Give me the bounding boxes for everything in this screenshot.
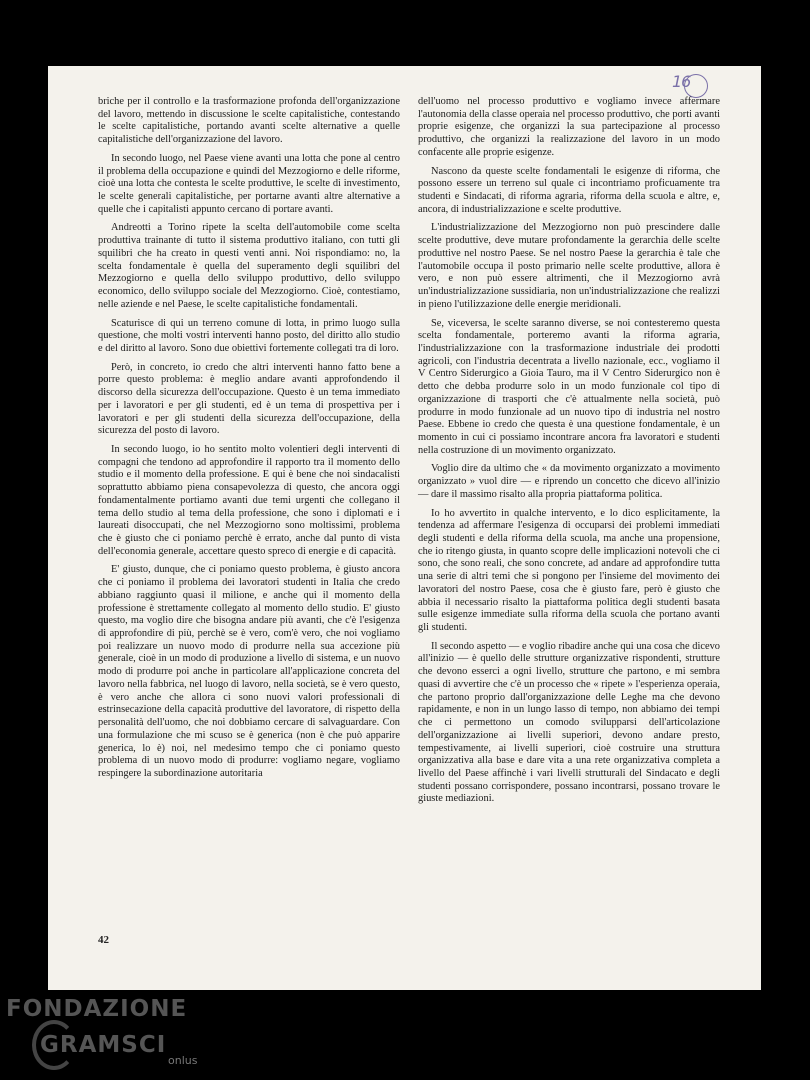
- annotation-text: 16: [672, 72, 691, 91]
- paragraph: Andreotti a Torino ripete la scelta dell'automobile come scelta produttiva trainante di tutto il sistema produttivo italiano, con tutti gli squilibri che ha creato in questi venti anni. Noi rispondiamo: no, la scelta fondamentale è quella del superamento degli squilibri del Mezzogiorno e quella dello sviluppo produttivo, dello sviluppo economico, dello sviluppo sociale del Mezzogiorno. Cioè, contestiamo, nelle aziende e nel Paese, le scelte capitalistiche fondamentali.: [98, 222, 400, 310]
- paragraph: In secondo luogo, io ho sentito molto volentieri degli interventi di compagni che tendono ad approfondire il rapporto tra il momento dello studio e il momento della professione. E qui è bene che noi sindacalisti soprattutto abbiamo piena consapevolezza di questo, che ancora oggi fondamentalmente portiamo avanti due temi urgenti che collegano il tema dello studio al tema della professione, che sono i diplomati e i laureati disoccupati, che nel Mezzogiorno sono moltissimi, problema che è giusto che ci poniamo perchè è errato, anche dal punto di vista dell'economia generale, accettare questo spreco di energie e di capacità.: [98, 443, 400, 557]
- logo-line2: GRAMSCI: [40, 1032, 167, 1058]
- paragraph: Voglio dire da ultimo che « da movimento organizzato a movimento organizzato » vuol dire — e riprendo un concetto che dicevo all'inizio — dare il massimo risalto alla propria piattaforma politica.: [418, 463, 720, 500]
- paragraph: Io ho avvertito in qualche intervento, e lo dico esplicitamente, la tendenza ad affermare l'esigenza di occuparsi dei problemi immediati degli studenti e della riforma della scuola, ma anche una propensione, che io ritengo giusta, in quanto scopre delle implicazioni notevoli che ci sono, che sono reali, che sono concrete, ad andare ad approfondire tutta una serie di altri temi che si pongono per l'insieme del movimento dei lavoratori del nostro Paese, cosa che è giusto fare, però è giusto che abbia il necessario risalto la piattaforma politica degli studenti basata sulle esigenze immediate sulla riforma della scuola che portano avanti gli studenti.: [418, 507, 720, 634]
- paragraph: E' giusto, dunque, che ci poniamo questo problema, è giusto ancora che ci poniamo il problema dei lavoratori studenti in Italia che credo abbiano raggiunto quasi il milione, e anche qui il momento della professione è strettamente collegato al momento dello studio. E' giusto questo, ma voglio dire che bisogna andare più avanti, che c'è l'esigenza di approfondire di più, perchè se è vero, com'è vero, che noi vogliamo poi realizzare un nuovo modo di produrre nella sua accezione più generale, cioè in un modo di produzione a livello di sistema, e un nuovo modo di produrre poi anche in particolare all'applicazione concreta del lavoro nella fabbrica, nel luogo di lavoro, nella società, se è vero questo, è vero anche che allora ci sono nuovi valori professionali di estrinsecazione della capacità produttive del lavoratore, di rispetto della personalità dell'uomo, che noi dobbiamo cercare di salvaguardare. Con una formulazione che mi scuso se è generica (non è che può apparire generica, lo è) noi, nel medesimo tempo che ci poniamo questo problema di un nuovo modo di produrre: vogliamo negare, vogliamo respingere la subordinazione autoritaria: [98, 564, 400, 779]
- left-column: [98, 96, 400, 787]
- document-page: [48, 66, 761, 990]
- handwritten-page-annotation: [672, 70, 710, 96]
- paragraph: L'industrializzazione del Mezzogiorno non può prescindere dalle scelte produttive, deve mutare profondamente la gerarchia delle scelte produttive nel nostro Paese. Se nel nostro Paese la gerarchia è tale che l'automobile occupa il posto primario nelle scelte produttive, allora è vero, e non può essere altrimenti, che il Mezzogiorno avrà un'industrializzazione sussidiaria, non un'industrializzazione che realizzi in pieno l'utilizzazione delle energie meridionali.: [418, 222, 720, 310]
- paragraph: Se, viceversa, le scelte saranno diverse, se noi contesteremo questa scelta fondamentale, porteremo avanti la riforma agraria, l'industrializzazione con la trasformazione industriale dei prodotti agricoli, con l'industria decentrata a livello nazionale, ecc., vogliamo il V Centro Siderurgico a Gioia Tauro, ma il V Centro Siderurgico non è detto che debba produrre solo in un modo funzionale col tipo di organizzazione di trasporti che c'è attualmente nella società, può produrre in modo funzionale ad un nuovo tipo di industria nel nostro Paese. Ebbene io credo che questa è una questione fondamentale, è un momento in cui ci possiamo incontrare ancora fra lavoratori e studenti nella costruzione di un movimento organizzato.: [418, 317, 720, 456]
- paragraph: briche per il controllo e la trasformazione profonda dell'organizzazione del lavoro, mettendo in discussione le scelte capitalistiche, contestando le scelte capitalistiche, portando avanti scelte alternative a quelle capitalistiche dell'organizzazione del lavoro.: [98, 96, 400, 146]
- logo-line1: FONDAZIONE: [6, 996, 188, 1022]
- right-column: [418, 96, 720, 812]
- paragraph: In secondo luogo, nel Paese viene avanti una lotta che pone al centro il problema della occupazione e quindi del Mezzogiorno e delle riforme, cioè una lotta che contesta le scelte produttive, le scelte di investimento, le scelte generali capitalistiche, per portarne avanti altre alternative a quelle che i capitalisti appunto cercano di portare avanti.: [98, 152, 400, 215]
- page-number: 42: [98, 934, 109, 946]
- paragraph: Il secondo aspetto — e voglio ribadire anche qui una cosa che dicevo all'inizio — è quello delle strutture organizzative rispondenti, strutture che devono esserci a ogni livello, strutture che partono, e mi sembra quasi di avvertire che c'è un processo che « ripete » l'esperienza operaia, che partono proprio dall'organizzazione delle Leghe ma che devono rapidamente, e non in un lungo lasso di tempo, non abbiamo dei tempi che ci permettono un comodo svilupparsi dell'articolazione dell'organizzazione ai livelli superiori, devono andare presto, tempestivamente, ai livelli superiori, cioè costruire una struttura organizzativa alla base e dare vita a una rete organizzativa completa a livello del Paese affinchè i vari livelli strutturali del Sindacato e degli studenti possano corrispondere, possano incontrarsi, possano trovare le giuste mediazioni.: [418, 640, 720, 805]
- paragraph: Scaturisce di qui un terreno comune di lotta, in primo luogo sulla questione, che molti vostri interventi hanno posto, del diritto allo studio e del diritto al lavoro. Sono due obiettivi fortemente collegati tra di loro.: [98, 317, 400, 354]
- paragraph: dell'uomo nel processo produttivo e vogliamo invece affermare l'autonomia della classe operaia nel processo produttivo, che porti avanti proprie esigenze, che organizzi la sua partecipazione al processo produttivo, che organizzi la realizzazione del lavoro in un modo confacente alle proprie esigenze.: [418, 96, 720, 158]
- paragraph: Però, in concreto, io credo che altri interventi hanno fatto bene a porre questo problema: è meglio andare avanti approfondendo il discorso della sicurezza dell'occupazione. Questo è un tema immediato per i lavoratori e per gli studenti, ed è un tema di prospettiva per i lavoratori e per gli studenti della sicurezza dell'occupazione, della sicurezza del posto di lavoro.: [98, 361, 400, 437]
- logo-onlus: onlus: [168, 1054, 198, 1067]
- paragraph: Nascono da queste scelte fondamentali le esigenze di riforma, che possono essere un terreno sul quale ci incontriamo proficuamente tra studenti e Sindacati, di riforma agraria, riforma della scuola e altre, e, ancora, di industrializzazione e scelte produttive.: [418, 165, 720, 215]
- fondazione-gramsci-logo: [6, 996, 256, 1072]
